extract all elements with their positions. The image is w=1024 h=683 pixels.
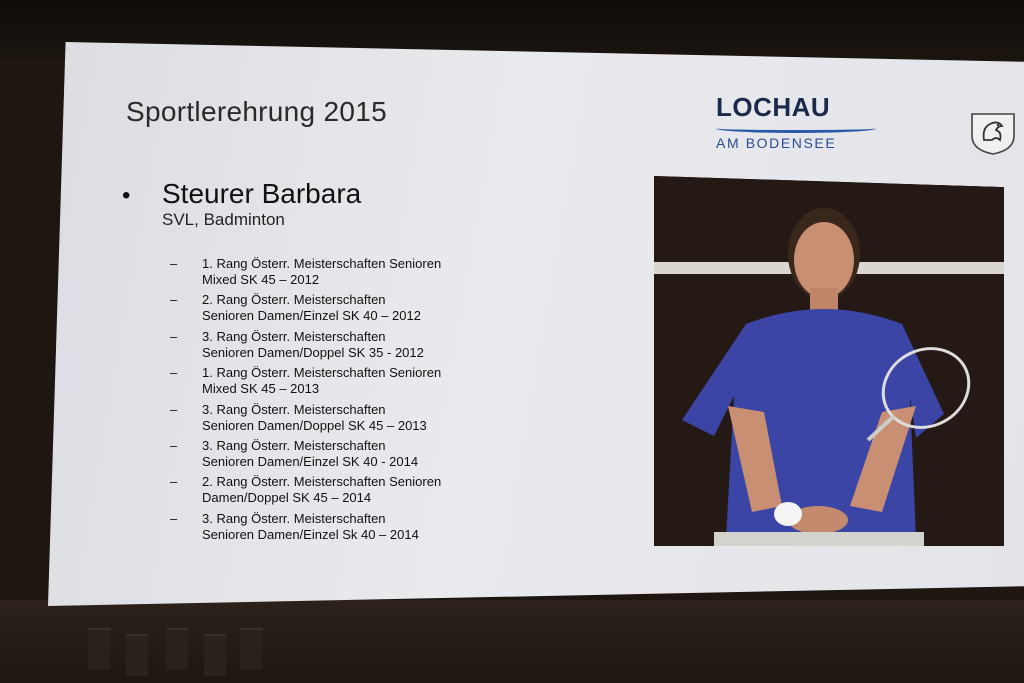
achievement-line-2: Senioren Damen/Einzel SK 40 – 2012 bbox=[202, 308, 421, 324]
logo-sub-text: AM BODENSEE bbox=[716, 135, 837, 151]
face bbox=[794, 222, 854, 298]
lochau-logo bbox=[716, 92, 886, 151]
logo-swoosh bbox=[716, 124, 876, 133]
dash-marker: – bbox=[170, 437, 178, 453]
achievement-item bbox=[170, 292, 570, 328]
achievement-line-1: 3. Rang Österr. Meisterschaften bbox=[202, 510, 386, 526]
achievement-item bbox=[170, 474, 570, 510]
achievement-item bbox=[170, 438, 570, 474]
achievement-item bbox=[170, 511, 570, 547]
dash-marker: – bbox=[170, 474, 178, 490]
name-bullet: • bbox=[122, 182, 131, 209]
achievement-text bbox=[202, 511, 562, 543]
achievement-item bbox=[170, 402, 570, 438]
achievement-list bbox=[170, 256, 570, 547]
achievement-line-2: Senioren Damen/Einzel Sk 40 – 2014 bbox=[202, 526, 419, 542]
achievement-item bbox=[170, 256, 570, 292]
achievement-line-2: Senioren Damen/Doppel SK 35 - 2012 bbox=[202, 344, 424, 360]
audience-chair bbox=[126, 634, 148, 676]
dash-marker: – bbox=[170, 401, 178, 417]
neck bbox=[810, 288, 838, 312]
achievement-line-1: 3. Rang Österr. Meisterschaften bbox=[202, 437, 386, 453]
athlete-club: SVL, Badminton bbox=[162, 210, 285, 229]
audience-chair bbox=[240, 628, 262, 670]
achievement-line-2: Mixed SK 45 – 2012 bbox=[202, 272, 320, 287]
shuttlecock bbox=[774, 502, 802, 526]
logo-main-text: LOCHAU bbox=[716, 92, 831, 122]
achievement-item bbox=[170, 329, 570, 365]
athlete-photo bbox=[654, 176, 1004, 546]
achievement-line-1: 1. Rang Österr. Meisterschaften Senioren bbox=[202, 256, 442, 271]
achievement-text bbox=[202, 474, 562, 506]
achievement-text bbox=[202, 402, 562, 434]
achievement-line-1: 2. Rang Österr. Meisterschaften bbox=[202, 292, 386, 308]
dash-marker: – bbox=[170, 365, 178, 381]
achievement-line-2: Damen/Doppel SK 45 – 2014 bbox=[202, 490, 372, 506]
shorts bbox=[714, 532, 924, 546]
dash-marker: – bbox=[170, 256, 178, 271]
achievement-item bbox=[170, 365, 570, 401]
audience-chair bbox=[166, 628, 188, 670]
achievement-line-2: Mixed SK 45 – 2013 bbox=[202, 381, 320, 397]
slide-title: Sportlerehrung 2015 bbox=[126, 96, 387, 127]
achievement-text bbox=[202, 438, 562, 470]
achievement-line-1: 2. Rang Österr. Meisterschaften Senioren bbox=[202, 474, 442, 490]
dash-marker: – bbox=[170, 510, 178, 526]
municipal-crest-icon bbox=[968, 110, 1018, 156]
achievement-text bbox=[202, 365, 562, 397]
athlete-photo-illustration bbox=[654, 176, 1004, 546]
dash-marker: – bbox=[170, 328, 178, 344]
audience-chair bbox=[88, 628, 110, 670]
room-floor bbox=[0, 600, 1024, 683]
achievement-text bbox=[202, 329, 562, 361]
achievement-text bbox=[202, 292, 562, 324]
athlete-name: Steurer Barbara bbox=[162, 178, 362, 209]
achievement-line-2: Senioren Damen/Doppel SK 45 – 2013 bbox=[202, 417, 427, 433]
achievement-line-1: 1. Rang Österr. Meisterschaften Senioren bbox=[202, 365, 442, 381]
audience-chair bbox=[204, 634, 226, 676]
dash-marker: – bbox=[170, 292, 178, 308]
achievement-line-2: Senioren Damen/Einzel SK 40 - 2014 bbox=[202, 453, 419, 469]
achievement-line-1: 3. Rang Österr. Meisterschaften bbox=[202, 401, 386, 417]
achievement-text bbox=[202, 256, 562, 288]
achievement-line-1: 3. Rang Österr. Meisterschaften bbox=[202, 328, 386, 344]
